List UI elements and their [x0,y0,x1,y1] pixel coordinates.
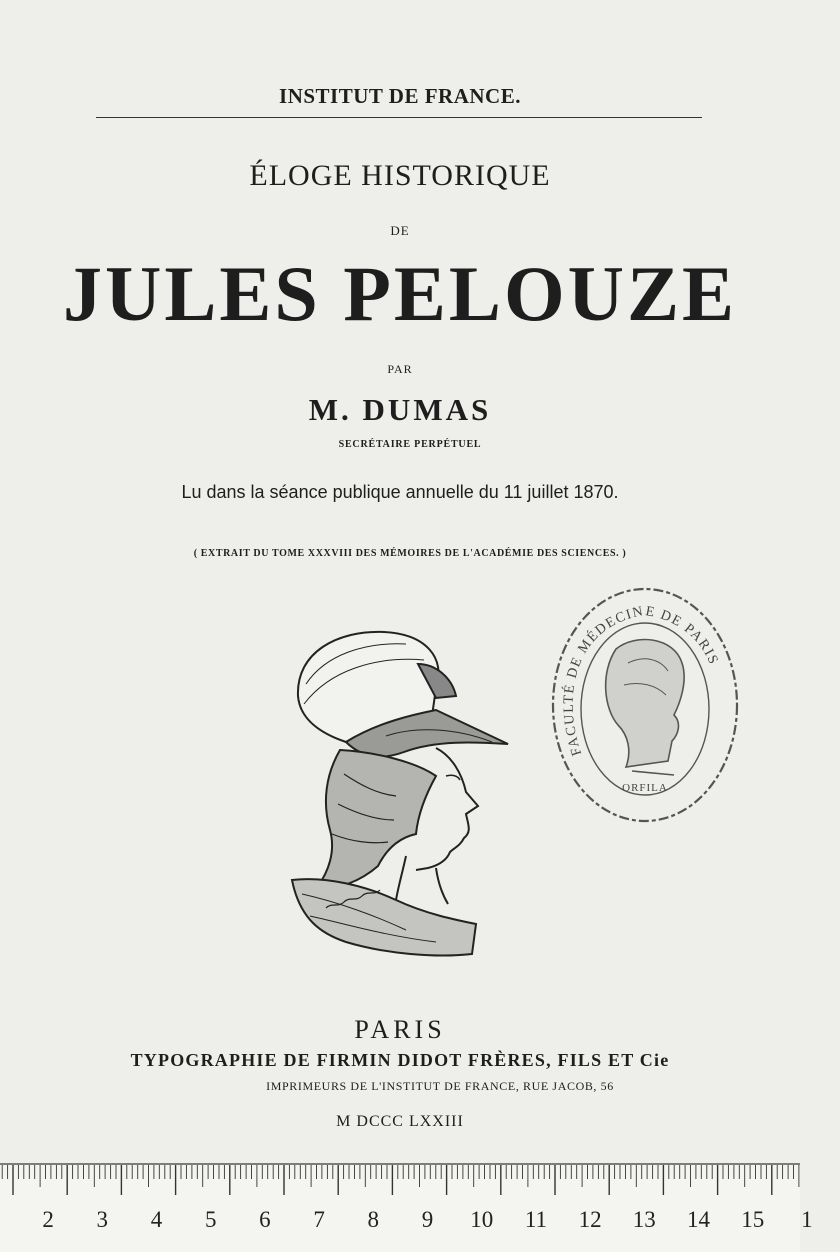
institution-heading: INSTITUT DE FRANCE. [279,84,521,108]
ruler-number: 10 [470,1207,494,1232]
ruler-number: 6 [259,1207,271,1232]
ruler-number: 8 [367,1207,380,1232]
reading-note: Lu dans la séance publique annuelle du 11 juillet 1870. [181,482,619,502]
extract-note: ( EXTRAIT DU TOME XXXVIII DES MÉMOIRES DE L'ACADÉMIE DES SCIENCES. ) [193,548,627,559]
imprint-city: PARIS [354,1015,446,1044]
library-stamp-icon [548,585,742,825]
ruler-number: 2 [42,1207,54,1232]
author-role: SECRÉTAIRE PERPÉTUEL [338,439,482,450]
ruler-number: 1 [801,1207,813,1232]
by-label: PAR [387,362,413,376]
imprint-year: M DCCC LXXIII [336,1113,464,1130]
ruler-numbers [42,1207,812,1232]
ruler-number: 3 [96,1207,109,1232]
ruler-number: 12 [578,1207,602,1232]
ruler-number: 14 [687,1207,710,1232]
measuring-ruler [0,1163,813,1252]
imprint-printer: TYPOGRAPHIE DE FIRMIN DIDOT FRÈRES, FILS ET Cie [130,1050,670,1070]
title-line-1: ÉLOGE HISTORIQUE [249,159,551,192]
ruler-number: 4 [150,1207,163,1232]
ruler-number: 7 [313,1207,325,1232]
title-connector: DE [390,223,410,238]
stamp-text: FACULTÉ DE MÉDECINE DE PARIS [561,604,721,758]
author-name: M. DUMAS [308,392,492,427]
minerva-helmeted-head-icon [286,624,518,960]
header-rule [96,117,702,118]
ruler-number: 5 [204,1207,217,1232]
stamp-motto: ORFILA [622,782,668,794]
ruler-number: 11 [524,1207,547,1232]
ruler-number: 13 [632,1207,656,1232]
ruler-number: 15 [741,1207,765,1232]
ruler-number: 9 [421,1207,434,1232]
subject-name: JULES PELOUZE [62,250,737,337]
imprint-printer-role: IMPRIMEURS DE L'INSTITUT DE FRANCE, RUE JACOB, 56 [266,1079,614,1093]
